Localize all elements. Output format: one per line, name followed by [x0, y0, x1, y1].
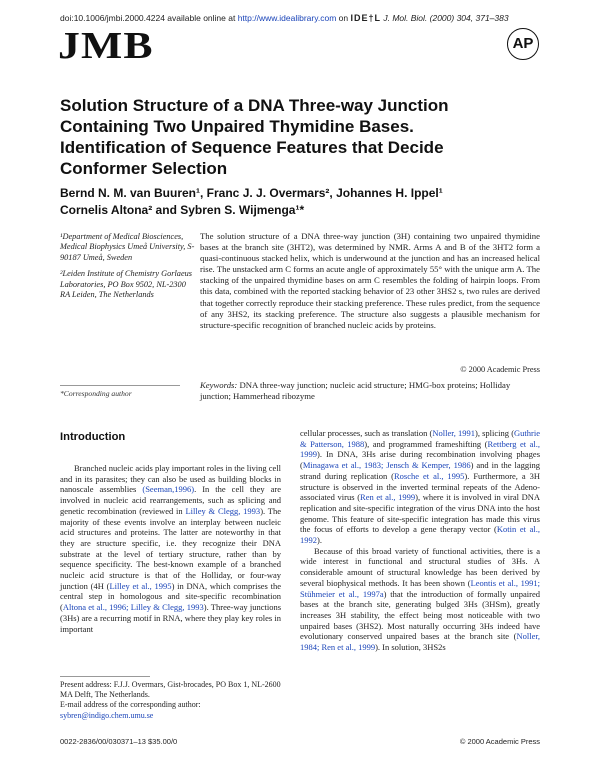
title-line: Conformer Selection [60, 159, 228, 178]
affiliation-leiden: ²Leiden Institute of Chemistry Gorlaeus Laboratories, PO Box 9502, NL-2300 RA Leiden, The Netherlands [60, 269, 193, 300]
academic-press-logo: AP [507, 28, 539, 60]
citation-link[interactable]: Leontis et al., 1991; Stühmeier et al., 1997a [300, 577, 540, 599]
affiliation-umea: ¹Department of Medical Biosciences, Medical Biophysics Umeå University, S-90187 Umeå, Sweden [60, 232, 195, 262]
abstract: The solution structure of a DNA three-way junction (3H) containing two unpaired thymidine bases at the branch site (3HT2), was determined by NMR. Arms A and B of the 3HT2 form a quasi-continuous stacked helix, which is underwound at the junction and has an increased helical rise. The unstacked arm C forms an acute angle of approximately 55° with the unique arm A. The stacking of the unpaired thymidine bases on arm C resembles the folding of hairpin loops. From this data, combined with the reported stacking behavior of 23 other 3HS2 s, two rules are derived that together correctly reproduce their stacking preference. These rules predict, from the sequence of any 3HS2, its stacking preference. The structure also suggests a plausible mechanism for structure-specific recognition of branched nucleic acids by proteins. [200, 231, 540, 330]
citation-link[interactable]: Noller, 1991 [432, 428, 476, 438]
title-line: Solution Structure of a DNA Three-way Junction [60, 96, 449, 115]
idealibrary-link[interactable]: http://www.idealibrary.com [237, 13, 337, 23]
email-label: E-mail address of the corresponding author: [60, 700, 201, 710]
title-line: Containing Two Unpaired Thymidine Bases. [60, 117, 414, 136]
abstract-copyright: © 2000 Academic Press [460, 365, 540, 374]
keywords-text: DNA three-way junction; nucleic acid structure; HMG-box proteins; Holliday junction; Hammerhead ribozyme [200, 380, 511, 402]
section-heading-introduction: Introduction [60, 431, 126, 443]
corresponding-author-note: *Corresponding author [60, 389, 132, 398]
citation-link[interactable]: Minagawa et al., 1983; Jensch & Kemper, 1986 [302, 460, 471, 471]
citation-link[interactable]: Rosche et al., 1995 [394, 470, 465, 481]
footnote-divider [60, 676, 150, 677]
author-line: Cornelis Altona² and Sybren S. Wijmenga¹* [60, 203, 305, 217]
intro-paragraph: Branched nucleic acids play important roles in the living cell and in its parasites; they can also be used as building blocks in nanoscale assemblies (Seeman,1996). In the cell they are involved in nucleic acid rearrangements, such as splicing and genetic recombination (reviewed in Lilley & Clegg, 1993). The majority of these events involve an interplay between nucleic acid structures and proteins. The latter are noteworthy in that they are structure specific, i.e. they recognize their DNA substrate at the level of tertiary structure, rather than by sequence specificity. The best-known example of a branched nucleic acid structure is that of the Holliday, or four-way junction (4H (Lilley et al., 1995) in DNA, which comprises the central step in homologous and site-specific recombination (Altona et al., 1996; Lilley & Clegg, 1993). Three-way junctions (3Hs) are a recurring motif in RNA, where they play key roles in important [60, 463, 282, 634]
journal-logo: JMB [58, 25, 154, 67]
intro-paragraph: Because of this broad variety of functional activities, there is a wide interest in functional and structural studies of 3Hs. A considerable amount of structural knowledge has been derived by several biophysical methods. It has been shown (Leontis et al., 1991; Stühmeier et al., 1997a) that the introduction of formally unpaired bases at the branch site, generating bulged 3Hs (3HSm), greatly increases 3H stability, the effect being most noticeable with two unpaired bases (3HS2). Most naturally occurring 3Hs indeed have evolutionary conserved unpaired bases at the branch site (Noller, 1984; Ren et al., 1999). In solution, 3HS2s [300, 545, 540, 653]
doi-text: doi:10.1006/jmbi.2000.4224 available online at [60, 13, 238, 23]
journal-citation: J. Mol. Biol. (2000) 304, 371–383 [383, 13, 509, 23]
title-line: Identification of Sequence Features that Decide [60, 138, 444, 157]
author-list [60, 185, 540, 219]
keywords-label: Keywords: [200, 380, 238, 390]
intro-paragraph-cont: cellular processes, such as translation (Noller, 1991), splicing (Guthrie & Patterson, 1988), and programmed frameshifting (Rettberg et al., 1999). In DNA, 3Hs arise during recombination involving phages (Minagawa et al., 1983; Jensch & Kemper, 1986) and in the lagging strand during replication (Rosche et al., 1995). Furthermore, a 3H structure is observed in the inverted terminal repeats of the Adeno-associated virus (Ren et al., 1999), where it is involved in viral DNA replication and site-specific integration of the virus DNA into the host genome. This feature of site-specific integration has made this virus the focus of efforts to develop a gene therapy vector (Kotin et al., 1992). [300, 428, 541, 546]
footnote [60, 680, 281, 721]
citation-link[interactable]: Kotin et al., 1992 [300, 524, 540, 546]
on-text: on [336, 13, 351, 23]
citation-link[interactable]: Guthrie & Patterson, 1988 [300, 428, 541, 449]
citation-link[interactable]: Lilley & Clegg, 1993 [185, 505, 261, 516]
issn-code: 0022-2836/00/030371–13 $35.00/0 [60, 737, 178, 746]
citation-link[interactable]: Altona et al., 1996; Lilley & Clegg, 1993 [62, 602, 204, 613]
keywords [200, 380, 540, 402]
header-line [60, 13, 509, 23]
body-column-right [300, 428, 540, 653]
citation-link[interactable]: (Seeman,1996) [142, 484, 195, 495]
affiliations [60, 232, 195, 306]
corresponding-email-link[interactable]: sybren@indigo.chem.umu.se [60, 710, 154, 720]
citation-link[interactable]: Rettberg et al., 1999 [300, 438, 540, 460]
citation-link[interactable]: Noller, 1984; Ren et al., 1999 [300, 631, 540, 653]
divider [60, 385, 180, 386]
footer-copyright: © 2000 Academic Press [459, 737, 540, 746]
citation-link[interactable]: Lilley et al., 1995 [109, 580, 172, 591]
ideal-logo: IDE†L [350, 13, 381, 23]
body-column-left [60, 463, 281, 634]
present-address: Present address: F.J.J. Overmars, Gist-brocades, PO Box 1, NL-2600 MA Delft, The Netherlands. [60, 680, 281, 700]
author-line: Bernd N. M. van Buuren¹, Franc J. J. Overmars², Johannes H. Ippel¹ [60, 186, 443, 200]
citation-link[interactable]: Ren et al., 1999 [360, 492, 416, 503]
article-title [60, 95, 540, 179]
